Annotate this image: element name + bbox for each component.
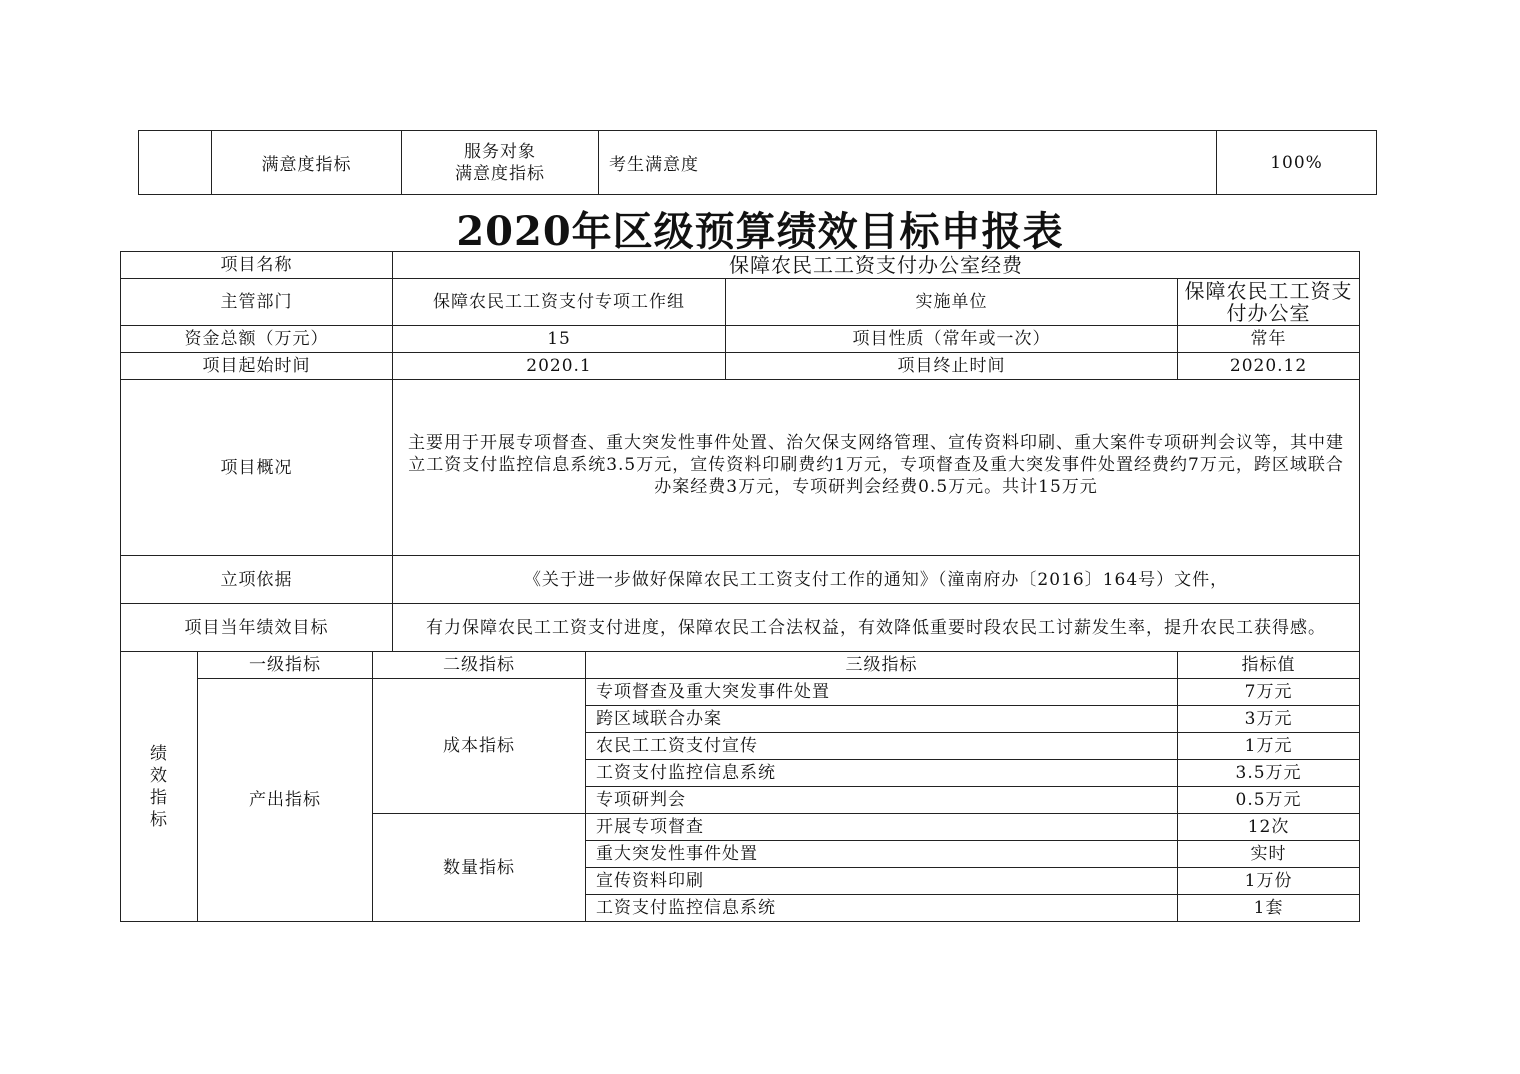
- impl-label: 实施单位: [726, 279, 1178, 326]
- fund-label: 资金总额（万元）: [121, 326, 393, 353]
- indicator-value: 7万元: [1178, 679, 1360, 706]
- fund-value: 15: [393, 326, 726, 353]
- table-row: [121, 326, 1360, 353]
- level3-item: 重大突发性事件处置: [586, 841, 1178, 868]
- level2-cost: 成本指标: [373, 679, 586, 814]
- header-level3: 三级指标: [586, 652, 1178, 679]
- end-label: 项目终止时间: [726, 353, 1178, 380]
- dept-label: 主管部门: [121, 279, 393, 326]
- project-name-label: 项目名称: [121, 252, 393, 279]
- indicator-value: 实时: [1178, 841, 1360, 868]
- indicator-value: 0.5万元: [1178, 787, 1360, 814]
- section-char: 效: [150, 765, 168, 786]
- table-row: [121, 353, 1360, 380]
- table-row: [121, 279, 1360, 326]
- indicator-value: 1万份: [1178, 868, 1360, 895]
- indicator-value: 3万元: [1178, 706, 1360, 733]
- level3-item: 专项研判会: [586, 787, 1178, 814]
- level2-line1: 服务对象: [464, 141, 536, 162]
- prev-satisfaction-table: [138, 130, 1377, 195]
- value-cell: 100%: [1217, 131, 1377, 195]
- header-level2: 二级指标: [373, 652, 586, 679]
- table-row: [121, 252, 1360, 279]
- section-char: 指: [150, 787, 168, 808]
- empty-cell: [139, 131, 212, 195]
- indicator-section-label: [121, 652, 198, 922]
- start-value: 2020.1: [393, 353, 726, 380]
- level3-item: 农民工工资支付宣传: [586, 733, 1178, 760]
- level3-item: 专项督查及重大突发事件处置: [586, 679, 1178, 706]
- budget-form-table: [120, 251, 1360, 922]
- indicator-value: 12次: [1178, 814, 1360, 841]
- basis-label: 立项依据: [121, 556, 393, 604]
- level2-cell: [402, 131, 599, 195]
- section-char: 标: [150, 809, 168, 830]
- level1-cell: 满意度指标: [212, 131, 402, 195]
- level2-quantity: 数量指标: [373, 814, 586, 922]
- level3-item: 宣传资料印刷: [586, 868, 1178, 895]
- table-row: [121, 679, 1360, 706]
- level1-output: 产出指标: [198, 679, 373, 922]
- indicator-value: 1套: [1178, 895, 1360, 922]
- level2-line2: 满意度指标: [455, 163, 545, 184]
- section-char: 绩: [150, 743, 168, 764]
- table-row: [121, 380, 1360, 556]
- end-value: 2020.12: [1178, 353, 1360, 380]
- start-label: 项目起始时间: [121, 353, 393, 380]
- level3-item: 开展专项督查: [586, 814, 1178, 841]
- page-title: 2020年区级预算绩效目标申报表: [456, 208, 1064, 255]
- impl-value: 保障农民工工资支付办公室: [1178, 279, 1360, 326]
- header-value: 指标值: [1178, 652, 1360, 679]
- indicator-value: 3.5万元: [1178, 760, 1360, 787]
- level3-cell: 考生满意度: [599, 131, 1217, 195]
- level3-item: 跨区域联合办案: [586, 706, 1178, 733]
- basis-value: 《关于进一步做好保障农民工工资支付工作的通知》（潼南府办〔2016〕164号）文件，: [393, 556, 1360, 604]
- overview-label: 项目概况: [121, 380, 393, 556]
- table-row: [139, 131, 1377, 195]
- overview-value: 主要用于开展专项督查、重大突发性事件处置、治欠保支网络管理、宣传资料印刷、重大案件专项研判会议等，其中建立工资支付监控信息系统3.5万元，宣传资料印刷费约1万元，专项督查及重大突发事件处置经费约7万元，跨区域联合办案经费3万元，专项研判会经费0.5万元。共计15万元: [393, 380, 1360, 556]
- nature-value: 常年: [1178, 326, 1360, 353]
- table-row: [121, 556, 1360, 604]
- project-name-value: 保障农民工工资支付办公室经费: [393, 252, 1360, 279]
- level3-item: 工资支付监控信息系统: [586, 895, 1178, 922]
- indicator-value: 1万元: [1178, 733, 1360, 760]
- table-row: [121, 604, 1360, 652]
- header-level1: 一级指标: [198, 652, 373, 679]
- nature-label: 项目性质（常年或一次）: [726, 326, 1178, 353]
- table-row: [121, 652, 1360, 679]
- goal-value: 有力保障农民工工资支付进度，保障农民工合法权益，有效降低重要时段农民工讨薪发生率，提升农民工获得感。: [393, 604, 1360, 652]
- goal-label: 项目当年绩效目标: [121, 604, 393, 652]
- dept-value: 保障农民工工资支付专项工作组: [393, 279, 726, 326]
- level3-item: 工资支付监控信息系统: [586, 760, 1178, 787]
